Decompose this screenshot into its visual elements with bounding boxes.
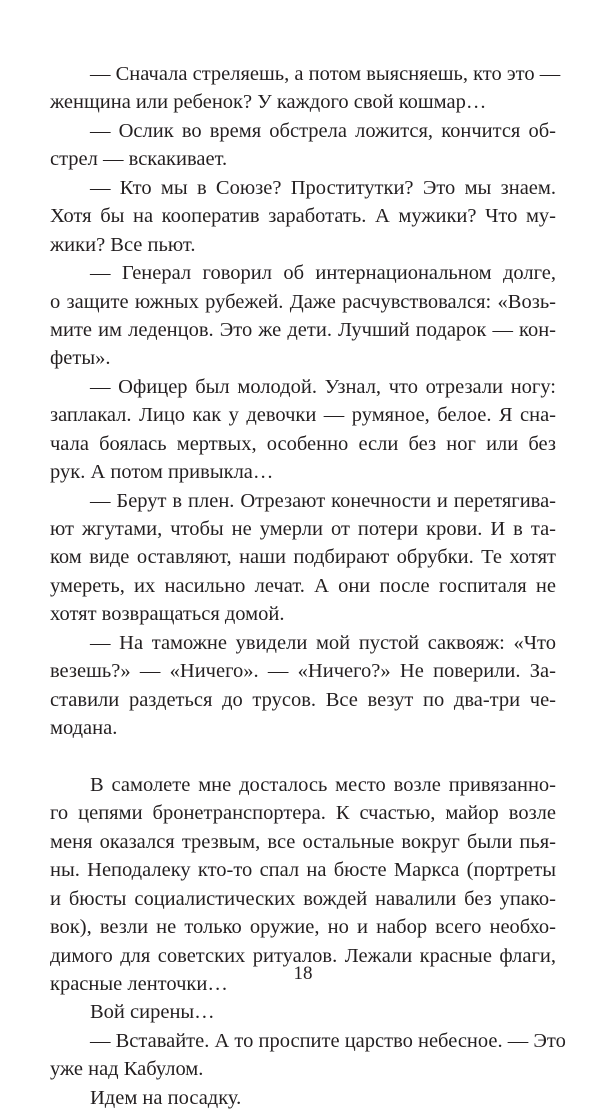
text-line: рук. А потом привыкла…	[50, 461, 274, 484]
text-line: — Вставайте. А то проспите царство небесное. — Это	[90, 1029, 566, 1052]
text-line: везешь?» — «Ничего». — «Ничего?» Не поверили. За-	[50, 660, 556, 683]
text-line: чала боялась мертвых, особенно если без ног или без	[50, 432, 556, 455]
text-line: — Ослик во время обстрела ложится, кончится об-	[90, 119, 556, 142]
text-line: ком виде оставляют, наши подбирают обрубки. Те хотят	[50, 546, 556, 569]
text-line: хотят возвращаться домой.	[50, 603, 285, 626]
text-line: модана.	[50, 717, 118, 740]
text-line: — Сначала стреляешь, а потом выясняешь, кто это —	[90, 63, 561, 85]
text-line: жики? Все пьют.	[50, 233, 196, 256]
text-line: го цепями бронетранспортера. К счастью, майор возле	[50, 802, 556, 825]
text-line: красные ленточки…	[50, 973, 228, 995]
text-line: ставили раздеться до трусов. Все везут по два-три че-	[50, 688, 556, 711]
text-line: женщина или ребенок? У каждого свой кошмар…	[50, 91, 487, 114]
text-line: и бюсты социалистических вождей навалили без упако-	[50, 887, 556, 910]
text-line: Хотя бы на кооператив заработать. А мужики? Что му-	[50, 205, 556, 228]
text-line: ют жгутами, чтобы не умерли от потери крови. И в та-	[50, 518, 556, 540]
text-line: — Берут в плен. Отрезают конечности и перетягива-	[90, 489, 556, 512]
text-line: мите им леденцов. Это же дети. Лучший подарок — кон-	[50, 318, 556, 341]
text-line: — Генерал говорил об интернациональном долге,	[90, 262, 556, 285]
text-line: умереть, их насильно лечат. А они после госпиталя не	[50, 574, 556, 597]
text-line: феты».	[50, 347, 111, 370]
text-line: Идем на посадку.	[90, 1086, 242, 1109]
text-line: Вой сирены…	[90, 1001, 215, 1024]
text-line: димого для советских ритуалов. Лежали красные флаги,	[50, 944, 556, 967]
text-line: В самолете мне досталось место возле привязанно-	[90, 773, 556, 796]
text-line: о защите южных рубежей. Даже расчувствовался: «Возь-	[50, 290, 556, 313]
page-number: 18	[293, 963, 313, 984]
text-line: уже над Кабулом.	[50, 1058, 204, 1081]
text-line: — На таможне увидели мой пустой саквояж: «Что	[90, 631, 556, 654]
paragraph-gap	[50, 743, 556, 771]
text-line: — Офицер был молодой. Узнал, что отрезали ногу:	[90, 375, 556, 398]
text-line: меня оказался трезвым, все остальные вокруг были пья-	[50, 830, 556, 853]
text-line: — Кто мы в Союзе? Проститутки? Это мы знаем.	[90, 176, 556, 199]
text-line: заплакал. Лицо как у девочки — румяное, белое. Я сна-	[50, 404, 556, 427]
page-body	[50, 60, 566, 1109]
text-line: ны. Неподалеку кто-то спал на бюсте Маркса (портреты	[50, 859, 556, 882]
text-line: вок), везли не только оружие, но и набор всего необхо-	[50, 916, 556, 939]
text-line: стрел — вскакивает.	[50, 148, 228, 171]
